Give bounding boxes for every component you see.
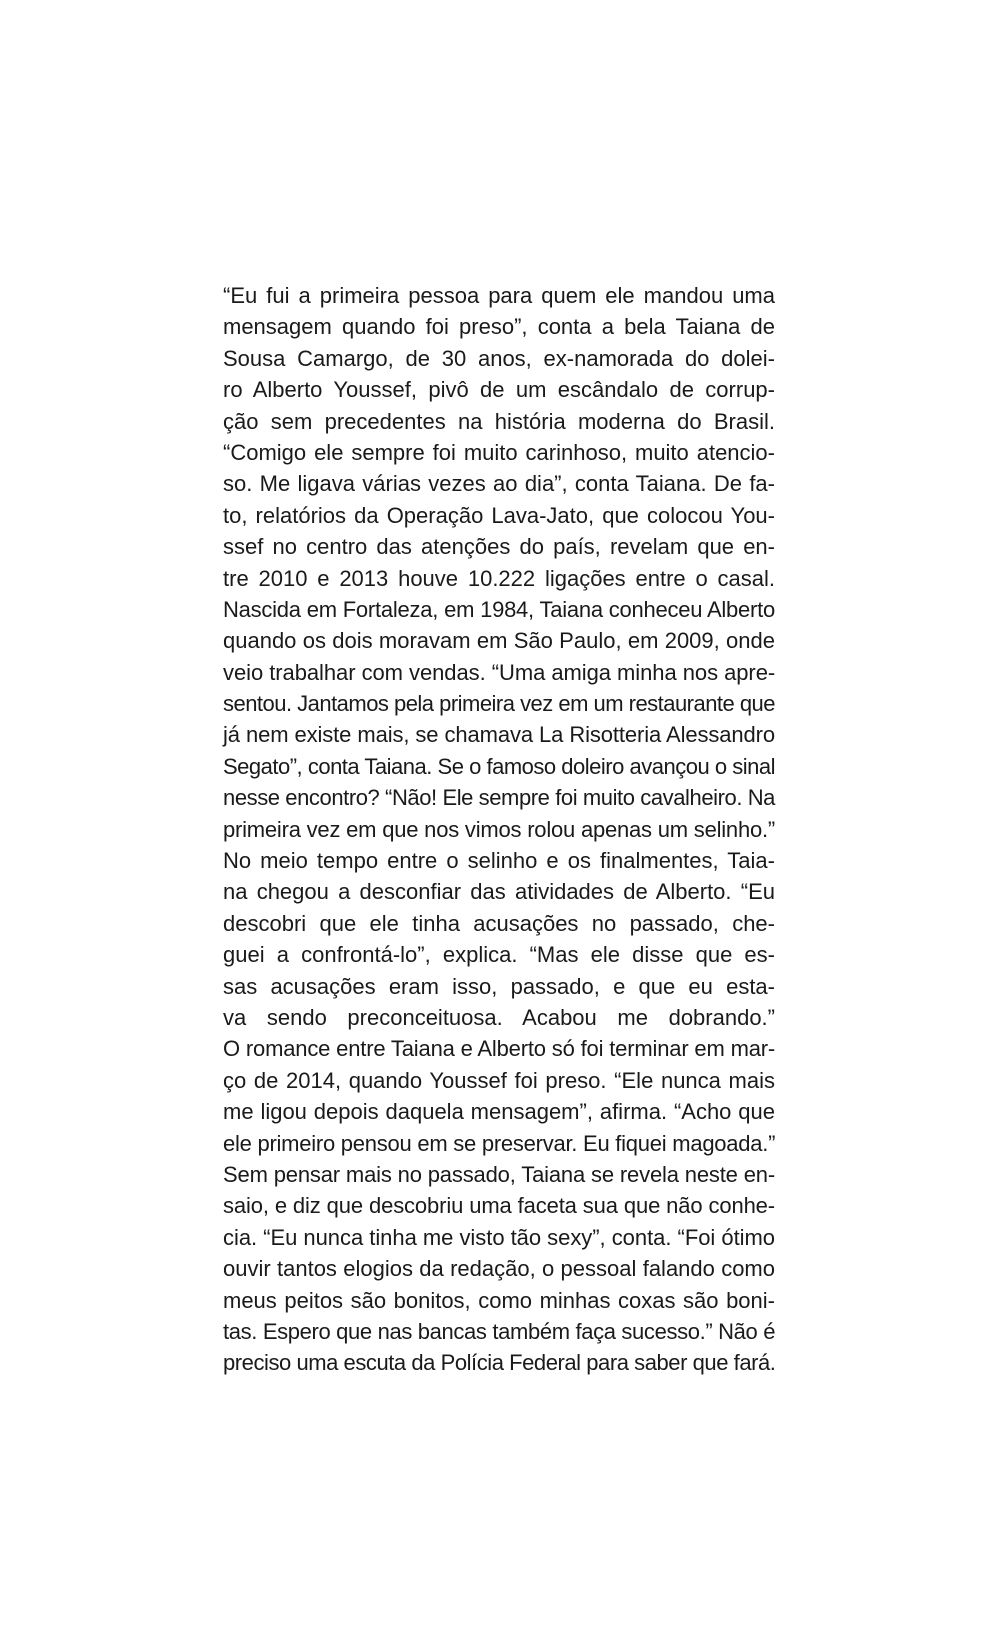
- article-line: Segato”, conta Taiana. Se o famoso doleiro avançou o sinal: [223, 753, 775, 779]
- article-line: “Comigo ele sempre foi muito carinhoso, muito atencio-: [223, 439, 775, 465]
- article-line: guei a confrontá-lo”, explica. “Mas ele disse que es-: [223, 942, 775, 968]
- article-line: va sendo preconceituosa. Acabou me dobrando.”: [223, 1004, 775, 1030]
- article-line: sas acusações eram isso, passado, e que eu esta-: [223, 973, 775, 999]
- article-line: ço de 2014, quando Youssef foi preso. “Ele nunca mais: [223, 1067, 775, 1093]
- article-line: Sem pensar mais no passado, Taiana se revela neste en-: [223, 1161, 775, 1187]
- article-body: [223, 280, 775, 1379]
- article-line: tre 2010 e 2013 houve 10.222 ligações entre o casal.: [223, 565, 775, 591]
- article-line: cia. “Eu nunca tinha me visto tão sexy”, conta. “Foi ótimo: [223, 1224, 775, 1250]
- article-line: ro Alberto Youssef, pivô de um escândalo de corrup-: [223, 377, 775, 403]
- article-line: Sousa Camargo, de 30 anos, ex-namorada do dolei-: [223, 345, 775, 371]
- article-line: Nascida em Fortaleza, em 1984, Taiana conheceu Alberto: [223, 596, 775, 622]
- article-line: já nem existe mais, se chamava La Risotteria Alessandro: [223, 722, 775, 748]
- article-line: ele primeiro pensou em se preservar. Eu fiquei magoada.”: [223, 1130, 776, 1156]
- article-line: na chegou a desconfiar das atividades de Alberto. “Eu: [223, 879, 775, 905]
- article-line: so. Me ligava várias vezes ao dia”, conta Taiana. De fa-: [223, 471, 775, 497]
- article-line: ssef no centro das atenções do país, revelam que en-: [223, 534, 775, 560]
- article-line: descobri que ele tinha acusações no passado, che-: [223, 910, 775, 936]
- article-line: No meio tempo entre o selinho e os finalmentes, Taia-: [223, 848, 775, 874]
- article-line: mensagem quando foi preso”, conta a bela Taiana de: [223, 314, 775, 340]
- article-line: ção sem precedentes na história moderna do Brasil.: [223, 408, 775, 434]
- article-line: nesse encontro? “Não! Ele sempre foi muito cavalheiro. Na: [223, 785, 775, 811]
- article-line: “Eu fui a primeira pessoa para quem ele mandou uma: [223, 283, 775, 308]
- article-line: ouvir tantos elogios da redação, o pessoal falando como: [223, 1256, 775, 1282]
- article-line: meus peitos são bonitos, como minhas coxas são boni-: [223, 1287, 775, 1313]
- article-line: saio, e diz que descobriu uma faceta sua que não conhe-: [223, 1193, 775, 1219]
- article-line: quando os dois moravam em São Paulo, em 2009, onde: [223, 628, 775, 654]
- article-line: primeira vez em que nos vimos rolou apenas um selinho.”: [223, 816, 775, 842]
- article-line: to, relatórios da Operação Lava-Jato, que colocou You-: [223, 502, 775, 528]
- article-line: me ligou depois daquela mensagem”, afirma. “Acho que: [223, 1099, 775, 1125]
- article-line: sentou. Jantamos pela primeira vez em um restaurante que: [223, 691, 775, 717]
- article-line: preciso uma escuta da Polícia Federal para saber que fará.: [223, 1350, 776, 1376]
- article-line: veio trabalhar com vendas. “Uma amiga minha nos apre-: [223, 659, 776, 685]
- article-line: O romance entre Taiana e Alberto só foi terminar em mar-: [223, 1036, 776, 1062]
- article-line: tas. Espero que nas bancas também faça sucesso.” Não é: [223, 1318, 776, 1344]
